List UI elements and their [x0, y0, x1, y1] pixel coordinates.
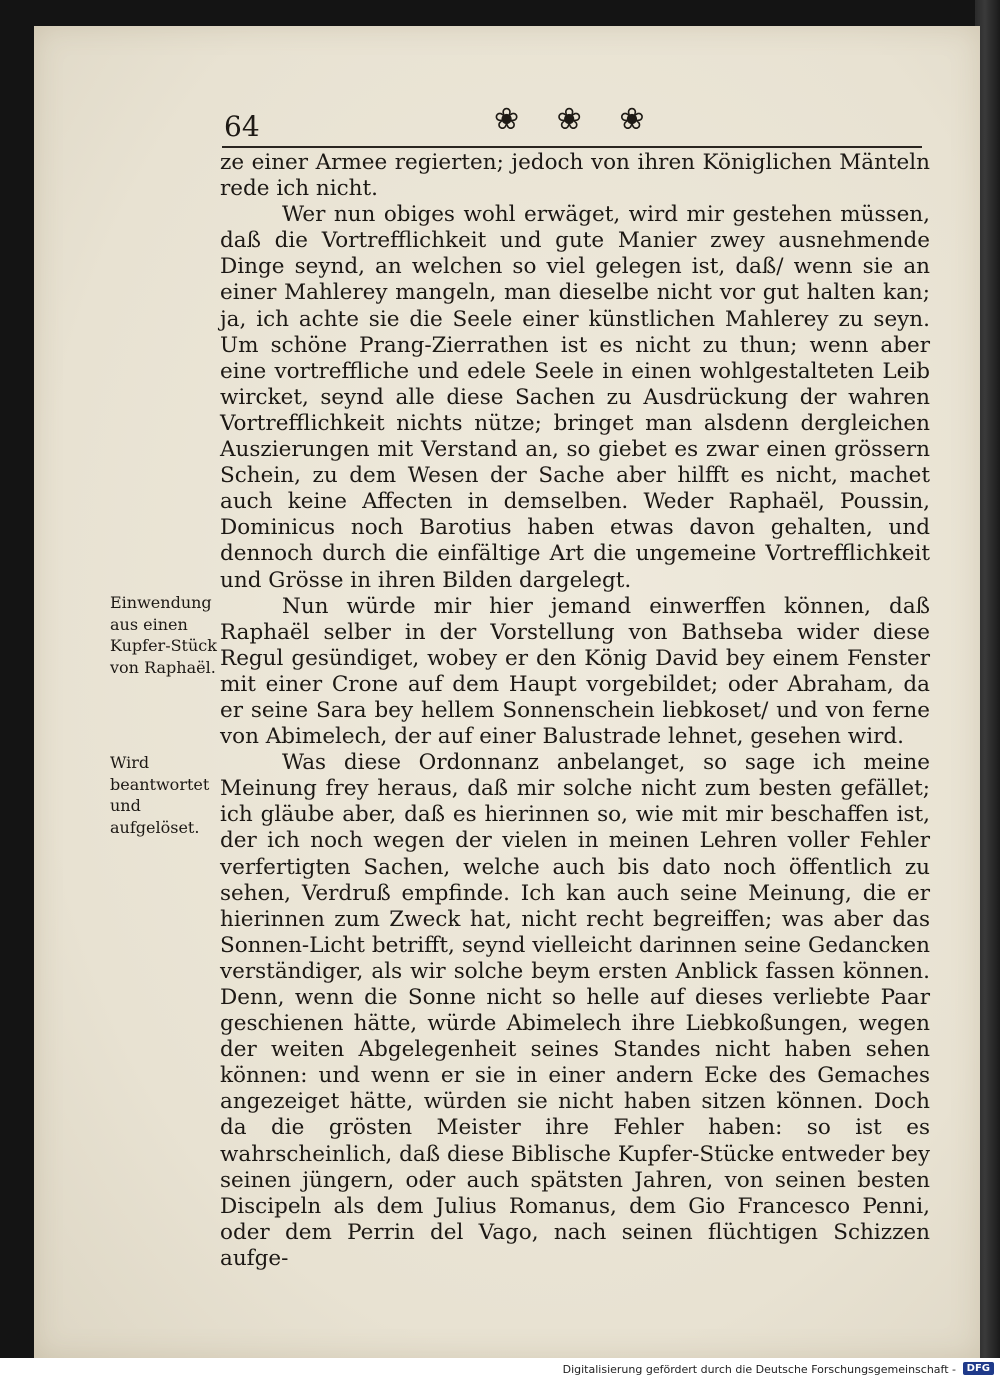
paragraph: Wer nun obiges wohl erwäget, wird mir gestehen müssen, daß die Vortrefflichkeit und gute Manier zwey ausnehmende Dinge seynd, an welchen so viel gelegen ist, daß/ wenn sie an einer Mahlerey mangeln, man dieselbe nicht vor gut halten kan; ja, ich achte sie die Seele einer künstlichen Mahlerey zu seyn. Um schöne Prang-Zierrathen ist es nicht zu thun; wenn aber eine vortreffliche und edele Seele in einen wohlgestalteten Leib wircket, seynd alle diese Sachen zu Ausdrückung der wahren Vortrefflichkeit nichts nütze; bringet man alsdenn dergleichen Auszierungen mit Verstand an, so giebet es zwar einen grössern Schein, zu dem Wesen der Sache aber hilfft es nicht, machet auch keine Affecten in demselben. Weder Raphaël, Poussin, Dominicus noch Barotius haben etwas davon gehalten, und dennoch durch die einfältige Art die ungemeine Vortrefflichkeit und Grösse in ihren Bilden dargelegt.	[220, 202, 930, 593]
page-number: 64	[224, 110, 260, 143]
ornament-icon: ❀ ❀ ❀	[494, 102, 659, 137]
dfg-logo-icon: DFG	[963, 1362, 994, 1375]
footer-credit: Digitalisierung gefördert durch die Deutsche Forschungsgemeinschaft -	[562, 1363, 956, 1376]
paragraph: Nun würde mir hier jemand einwerffen können, daß Raphaël selber in der Vorstellung von Bathseba wider diese Regul gesündiget, wobey er den König David bey einem Fenster mit einer Crone auf dem Haupt vorgebildet; oder Abraham, da er seine Sara bey hellem Sonnenschein liebkoset/ und von ferne von Abimelech, der auf einer Balustrade lehnet, gesehen wird.	[220, 593, 930, 750]
paragraph: ze einer Armee regierten; jedoch von ihren Königlichen Mänteln rede ich nicht.	[220, 150, 930, 202]
margin-note: Wird beantwortet und aufgelöset.	[110, 753, 210, 837]
footer-bar	[0, 1358, 1000, 1383]
paragraph: Was diese Ordonnanz anbelanget, so sage ich meine Meinung frey heraus, daß mir solche nicht zum besten gefället; ich gläube aber, daß es hierinnen so, wie mit mir beschaffen ist, der ich noch wegen der vielen in meinen Lehren voller Fehler verfertigten Sachen, welche auch bis dato noch öffentlich zu sehen, Verdruß empfinde. Ich kan auch seine Meinung, die er hierinnen zum Zweck hat, nicht recht begreiffen; was aber das Sonnen-Licht betrifft, seynd vielleicht darinnen seine Gedancken verständiger, als wir solche beym ersten Anblick fassen können. Denn, wenn die Sonne nicht so helle auf dieses verliebte Paar geschienen hätte, würde Abimelech ihre Liebkoßungen, wegen der weiten Abgelegenheit seines Standes nicht haben sehen können: und wenn er sie in einer andern Ecke des Gemaches angezeiget hätte, würden sie nicht haben sitzen können. Doch da die grösten Meister ihre Fehler haben: so ist es wahrscheinlich, daß diese Biblische Kupfer-Stücke entweder bey seinen jüngern, oder auch spätsten Jahren, von seinen besten Discipeln als dem Julius Romanus, dem Gio Francesco Penni, oder dem Perrin del Vago, nach seinen flüchtigen Schizzen aufge-	[220, 750, 930, 1271]
margin-note: Einwendung aus einen Kupfer-Stück von Raphaël.	[110, 593, 217, 677]
main-text	[220, 150, 930, 1272]
page-header	[222, 100, 922, 148]
